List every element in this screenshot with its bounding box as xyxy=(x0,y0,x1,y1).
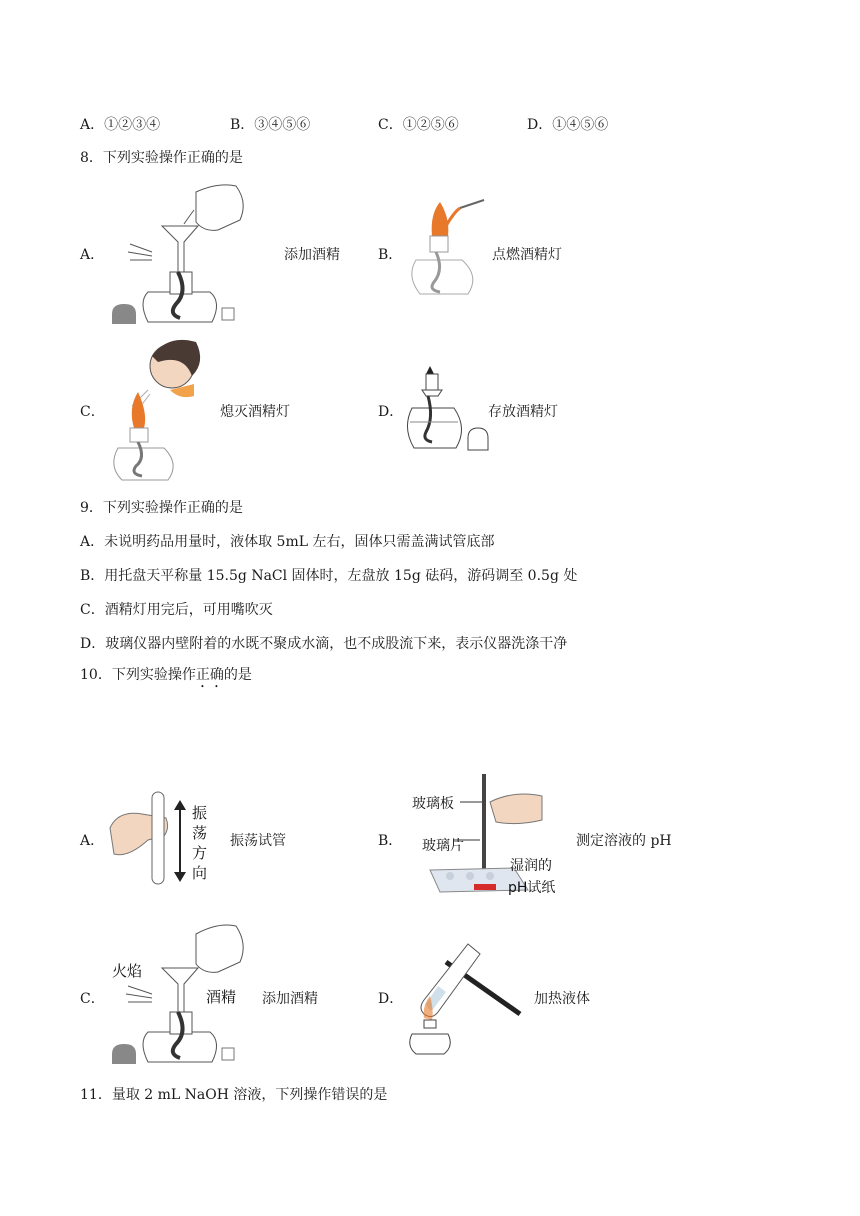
q10-a-figure xyxy=(108,788,218,888)
q8-option-c-letter: C． xyxy=(80,404,105,420)
q10-b-label-2: 湿润的 xyxy=(510,858,552,874)
q8-option-a-letter: A． xyxy=(80,247,105,263)
q7-option-d: D．①④⑤⑥ xyxy=(527,117,609,133)
q11-stem: 11．量取 2 mL NaOH 溶液，下列操作错误的是 xyxy=(80,1087,388,1103)
q8-b-figure xyxy=(406,196,486,306)
q10-option-c-letter: C． xyxy=(80,991,105,1007)
q10-stem-emphasis: 正确 xyxy=(195,667,224,683)
q10-b-figure xyxy=(410,772,570,902)
q7-option-a: A．①②③④ xyxy=(80,117,161,133)
q10-c-figure xyxy=(108,914,258,1070)
q8-option-d-caption: 存放酒精灯 xyxy=(488,404,558,420)
q10-c-label-1: 酒精 xyxy=(206,988,237,1006)
q9-option-d: D．玻璃仪器内壁附着的水既不聚成水滴，也不成股流下来，表示仪器洗涤干净 xyxy=(80,636,568,652)
q10-d-figure xyxy=(402,934,532,1058)
q10-a-label-0: 振 xyxy=(192,804,208,822)
q8-c-figure xyxy=(108,332,218,484)
q10-option-d-letter: D． xyxy=(378,991,404,1007)
q9-option-c: C．酒精灯用完后，可用嘴吹灭 xyxy=(80,602,273,618)
q10-a-label-1: 荡 xyxy=(192,824,208,842)
q10-option-a-caption: 振荡试管 xyxy=(230,833,286,849)
q10-b-label-1: 玻璃片 xyxy=(422,838,464,854)
q9-option-a: A．未说明药品用量时，液体取 5mL 左右，固体只需盖满试管底部 xyxy=(80,534,495,550)
q10-a-label-3: 向 xyxy=(192,864,208,882)
q9-option-b: B．用托盘天平称量 15.5g NaCl 固体时，左盘放 15g 砝码，游码调至 0.5g 处 xyxy=(80,568,578,584)
q10-option-b-letter: B． xyxy=(378,833,403,849)
q8-a-figure xyxy=(108,172,248,332)
q10-b-label-0: 玻璃板 xyxy=(412,796,454,812)
q8-option-c-caption: 熄灭酒精灯 xyxy=(220,404,290,420)
q8-option-b-letter: B． xyxy=(378,247,403,263)
q10-c-label-0: 火焰 xyxy=(112,962,143,980)
q10-stem: 10．下列实验操作正确的是 xyxy=(80,667,252,683)
q8-option-a-caption: 添加酒精 xyxy=(284,247,340,263)
q7-option-c: C．①②⑤⑥ xyxy=(378,117,459,133)
q9-stem: 9．下列实验操作正确的是 xyxy=(80,500,243,516)
q8-option-b-caption: 点燃酒精灯 xyxy=(492,247,562,263)
q8-d-figure xyxy=(402,362,492,458)
q8-option-d-letter: D． xyxy=(378,404,404,420)
q10-option-c-caption: 添加酒精 xyxy=(262,991,318,1007)
q10-b-label-3: pH试纸 xyxy=(508,880,556,896)
q10-option-b-caption: 测定溶液的 pH xyxy=(576,833,672,849)
q7-option-b: B．③④⑤⑥ xyxy=(230,117,311,133)
q10-a-label-2: 方 xyxy=(192,844,208,862)
q10-option-d-caption: 加热液体 xyxy=(534,991,590,1007)
q8-stem: 8．下列实验操作正确的是 xyxy=(80,150,243,166)
q10-option-a-letter: A． xyxy=(80,833,105,849)
